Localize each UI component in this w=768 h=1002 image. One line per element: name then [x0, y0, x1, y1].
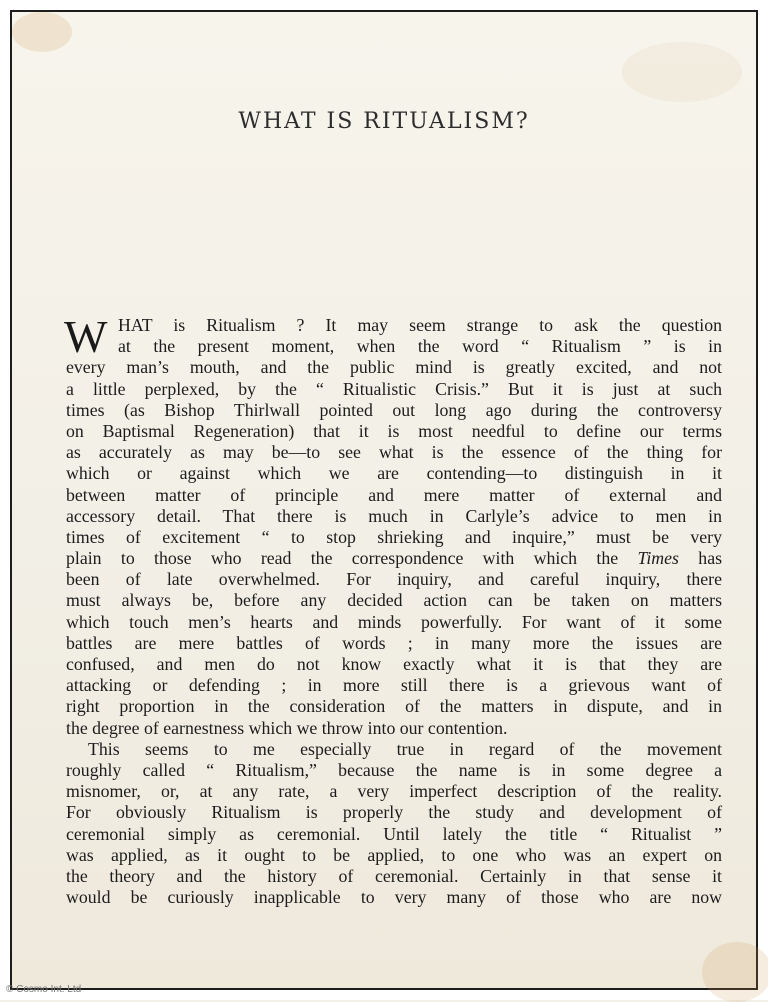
text-line-with-italic [66, 548, 722, 569]
text-line: the degree of earnestness which we throw into our contention. [66, 717, 508, 738]
text-line: HAT is Ritualism ? It may seem strange to ask the question [118, 315, 722, 335]
text-line: a little perplexed, by the “ Ritualistic Crisis.” But it is just at such [66, 378, 722, 399]
copyright-watermark: © Cosmo Int. Ltd [6, 984, 82, 995]
text-line: the theory and the history of ceremonial. Certainly in that sense it [66, 865, 722, 886]
age-stain [12, 12, 72, 52]
text-line: right proportion in the consideration of the matters in dispute, and in [66, 696, 722, 717]
text-line: between matter of principle and mere matter of external and [66, 484, 722, 505]
text-line: accessory detail. That there is much in Carlyle’s advice to men in [66, 505, 722, 526]
text-line: on Baptismal Regeneration) that it is most needful to define our terms [66, 420, 722, 441]
body-text [64, 311, 722, 908]
age-stain [702, 942, 768, 1002]
text-line-end: has [698, 548, 722, 569]
text-line: must always be, before any decided action can be taken on matters [66, 590, 722, 611]
text-line: as accurately as may be—to see what is the essence of the thing for [66, 442, 722, 463]
text-line: times (as Bishop Thirlwall pointed out long ago during the controversy [66, 399, 722, 420]
text-line-start: plain to those who read the correspondence with which the [66, 548, 619, 569]
age-stain [622, 42, 742, 102]
text-line: every man’s mouth, and the public mind is greatly excited, and not [66, 357, 722, 378]
text-line: battles are mere battles of words ; in many more the issues are [66, 632, 722, 653]
text-line: attacking or defending ; in more still there is a grievous want of [66, 675, 722, 696]
text-line: roughly called “ Ritualism,” because the name is in some degree a [66, 759, 722, 780]
document-page [12, 12, 756, 988]
text-line: This seems to me especially true in regard of the movement [88, 738, 722, 759]
page-title: WHAT IS RITUALISM? [238, 109, 530, 134]
text-line: ceremonial simply as ceremonial. Until lately the title “ Ritualist ” [66, 823, 722, 844]
text-line: misnomer, or, at any rate, a very imperfect description of the reality. [66, 781, 722, 802]
text-line: confused, and men do not know exactly what it is that they are [66, 654, 722, 674]
text-line: which touch men’s hearts and minds powerfully. For want of it some [66, 611, 722, 632]
text-line: been of late overwhelmed. For inquiry, and careful inquiry, there [66, 569, 722, 590]
text-line: which or against which we are contending—to distinguish in it [66, 463, 722, 484]
text-line: times of excitement “ to stop shrieking and inquire,” must be very [66, 526, 722, 547]
text-line: For obviously Ritualism is properly the study and development of [66, 802, 722, 823]
italic-title: Times [637, 548, 679, 569]
text-line: at the present moment, when the word “ Ritualism ” is in [118, 336, 722, 357]
text-line: was applied, as it ought to be applied, to one who was an expert on [66, 844, 722, 865]
drop-cap: W [64, 311, 108, 362]
text-line: would be curiously inapplicable to very many of those who are now [66, 887, 722, 908]
